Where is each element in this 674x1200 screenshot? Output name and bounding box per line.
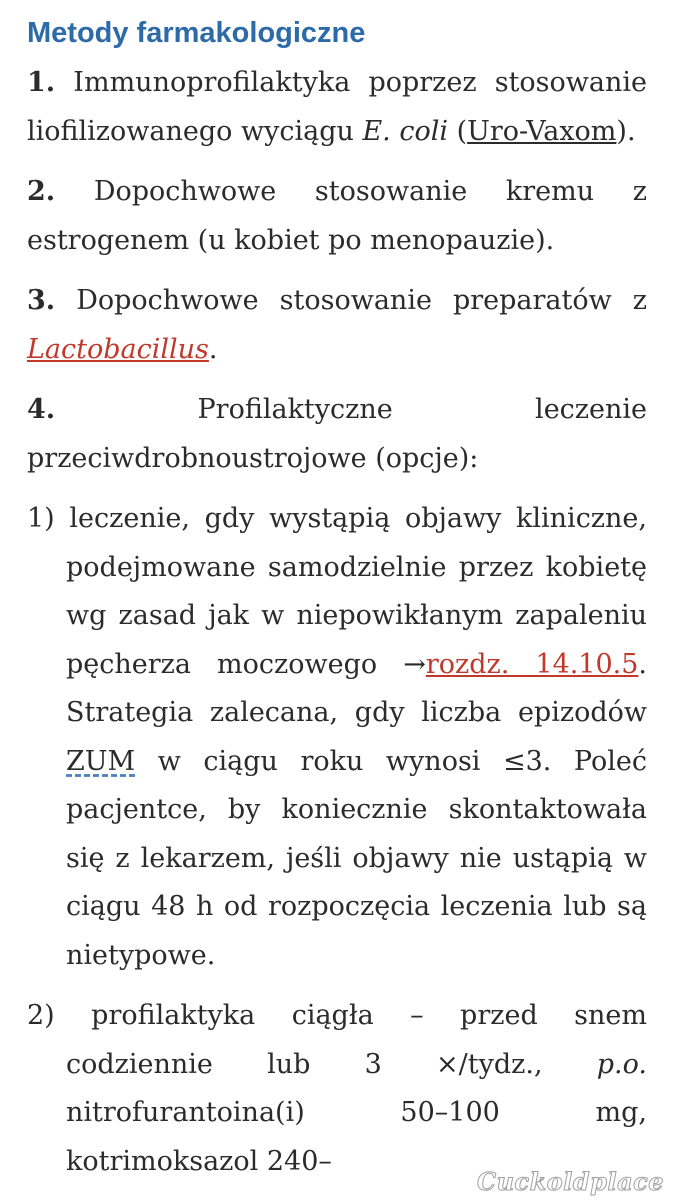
abbreviation-zum[interactable]: ZUM [66,745,136,777]
list-item-4 [27,386,647,483]
item-number: 4. [27,394,56,425]
list-item-3 [27,277,647,374]
item-text: . [208,333,218,365]
list-item-2 [27,168,647,265]
watermark-logo: Cuckoldplace [476,1167,664,1196]
arrow-icon: → [403,648,426,680]
item-number: 2. [27,176,56,207]
italic-term: E. coli [362,115,448,147]
article-body [27,0,647,1186]
item-number: 3. [27,285,56,316]
list-item-1 [27,59,647,156]
item-text: Dopochwowe stosowanie preparatów z [55,285,647,316]
item-text: Profilaktyczne leczenie przeciwdrobnoustrojowe (opcje): [27,394,647,474]
item-text: . Strategia zalecana, gdy liczba epizodów [66,648,647,728]
sub-item-2 [27,992,647,1186]
sub-item-1 [27,495,647,980]
item-text: ( [448,115,468,147]
item-text: profilaktyka ciągła – przed snem codziennie lub 3 ×/tydz., [54,1000,647,1080]
item-text: Immunoprofilaktyka poprzez stosowanie liofilizowanego wyciągu [27,67,647,147]
lactobacillus-link[interactable]: Lactobacillus [27,333,209,365]
italic-term: p.o. [596,1048,647,1080]
section-heading: Metody farmakologiczne [27,17,366,49]
drug-link-uro-vaxom[interactable]: Uro-Vaxom [467,115,617,147]
sub-item-number: 2) [27,1000,55,1031]
item-number: 1. [27,67,56,98]
item-text: Dopochwowe stosowanie kremu z estrogenem (u kobiet po menopauzie). [27,176,647,256]
item-text: ). [616,115,636,147]
item-text: nitrofurantoina(i) 50–100 mg, kotrimoksazol 240– [66,1097,647,1177]
chapter-link[interactable]: rozdz. 14.10.5 [425,648,639,680]
item-text: leczenie, gdy wystąpią objawy kliniczne, podejmowane samodzielnie przez kobietę wg zasad jak w niepowikłanym zapaleniu pęcherza moczowego [54,503,647,680]
sub-item-number: 1) [27,503,55,534]
item-text: w ciągu roku wynosi ≤3. Poleć pacjentce, by koniecznie skontaktowała się z lekarzem, jeśli objawy nie ustąpią w ciągu 48 h od rozpoczęcia leczenia lub są nietypowe. [66,745,647,971]
